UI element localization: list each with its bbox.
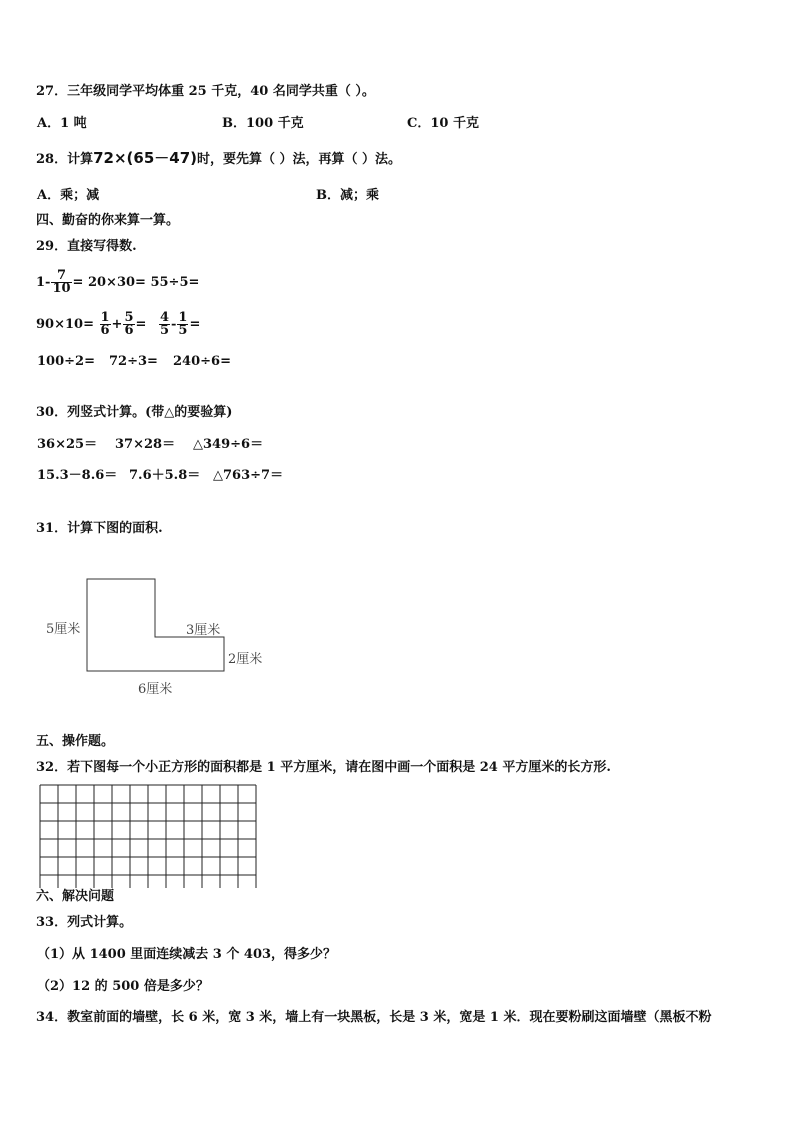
fraction <box>123 312 134 337</box>
fraction <box>177 312 188 337</box>
expr-text: 1- <box>36 275 51 290</box>
q29-row-3-item: 240÷6= <box>173 354 231 369</box>
q30-item: 37×28＝ <box>115 437 176 452</box>
question-28-prefix: 28．计算 <box>36 152 94 167</box>
question-28-expression: 72×(65－47) <box>93 149 197 167</box>
fraction <box>51 270 71 295</box>
question-28-text <box>36 150 401 168</box>
q30-item: 7.6＋5.8＝ <box>129 468 201 483</box>
section-heading-5: 五、操作题。 <box>36 734 115 749</box>
equals-sign: = <box>135 317 147 332</box>
square-grid[interactable] <box>39 784 261 888</box>
numerator: 5 <box>124 310 134 325</box>
denominator: 6 <box>124 323 134 338</box>
numerator: 1 <box>178 310 188 325</box>
q29-row-1 <box>36 268 199 298</box>
equals-sign: = <box>189 317 201 332</box>
plus-sign: + <box>111 317 123 332</box>
option-b: B．100 千克 <box>222 116 304 131</box>
numerator: 7 <box>51 270 71 283</box>
section-heading-6: 六、解决问题 <box>36 889 115 904</box>
q30-item: 36×25＝ <box>37 437 98 452</box>
question-33-title: 33．列式计算。 <box>36 915 133 930</box>
denominator: 10 <box>52 281 71 296</box>
denominator: 5 <box>159 323 169 338</box>
fraction <box>159 312 170 337</box>
option-a: A．乘；减 <box>37 188 100 203</box>
q29-row-3-item: 72÷3= <box>109 354 158 369</box>
option-c: C．10 千克 <box>407 116 479 131</box>
dimension-label-bottom: 6厘米 <box>138 682 173 697</box>
denominator: 6 <box>100 323 110 338</box>
numerator: 4 <box>159 310 169 325</box>
numerator: 1 <box>100 310 110 325</box>
question-29-title: 29．直接写得数. <box>36 239 137 254</box>
question-34-text: 34．教室前面的墙壁，长 6 米，宽 3 米，墙上有一块黑板，长是 3 米，宽是 1 米．现在要粉刷这面墙壁（黑板不粉 <box>36 1010 712 1025</box>
q29-row-2 <box>36 310 200 340</box>
question-27-text: 27．三年级同学平均体重 25 千克，40 名同学共重（ ）。 <box>36 84 375 99</box>
dimension-label-inner: 3厘米 <box>186 623 221 638</box>
q33-item: （2）12 的 500 倍是多少？ <box>37 979 209 994</box>
question-32-text: 32．若下图每一个小正方形的面积都是 1 平方厘米，请在图中画一个面积是 24 平方厘米的长方形. <box>36 760 611 775</box>
question-31-title: 31．计算下图的面积. <box>36 521 163 536</box>
q29-row-3-item: 100÷2= <box>37 354 95 369</box>
option-a: A．1 吨 <box>37 116 87 131</box>
expr-text: = 20×30= 55÷5= <box>72 275 200 290</box>
q33-item: （1）从 1400 里面连续减去 3 个 403，得多少？ <box>37 947 337 962</box>
l-shape-figure <box>40 570 280 705</box>
question-30-title: 30．列竖式计算。(带△的要验算) <box>36 405 233 420</box>
option-b: B．减；乘 <box>316 188 379 203</box>
q30-item: △349÷6＝ <box>193 437 264 452</box>
dimension-label-left: 5厘米 <box>46 622 81 637</box>
dimension-label-right: 2厘米 <box>228 652 263 667</box>
denominator: 5 <box>178 323 188 338</box>
q30-item: △763÷7＝ <box>213 468 284 483</box>
section-heading-4: 四、勤奋的你来算一算。 <box>36 213 180 228</box>
q30-item: 15.3－8.6＝ <box>37 468 118 483</box>
fraction <box>100 312 111 337</box>
minus-sign: - <box>170 317 177 332</box>
expr-text: 90×10= <box>36 317 94 332</box>
question-28-suffix: 时，要先算（ ）法，再算（ ）法。 <box>197 152 402 167</box>
